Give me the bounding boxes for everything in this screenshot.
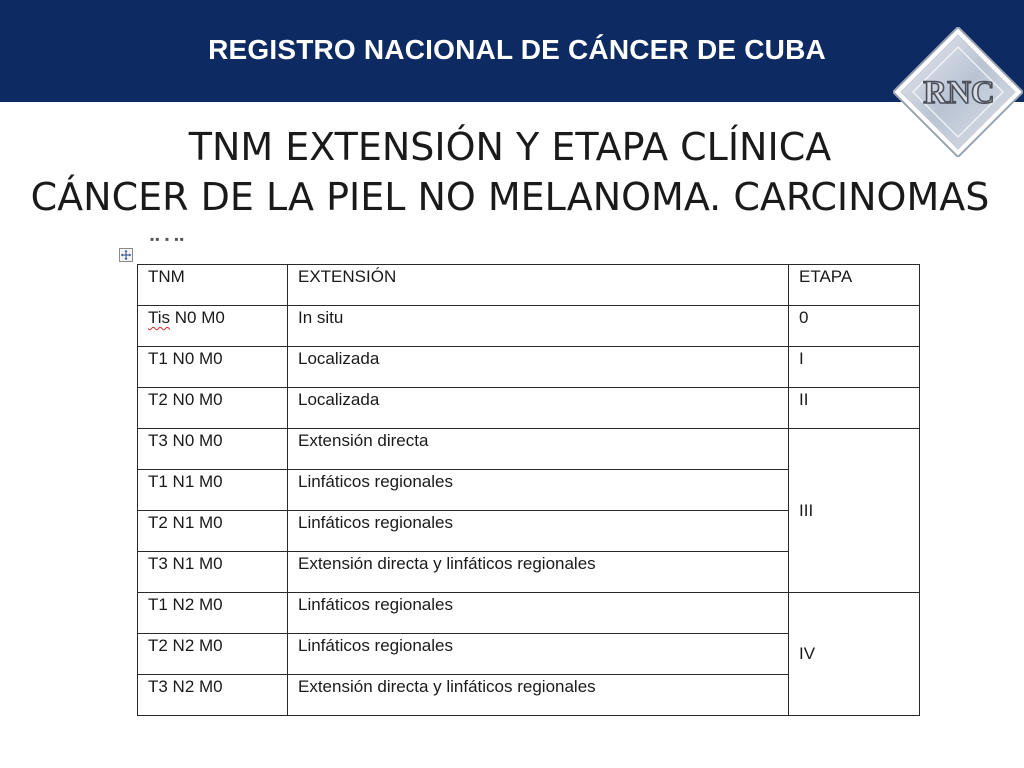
cell-extension: Localizada xyxy=(288,388,789,429)
cell-extension: Linfáticos regionales xyxy=(288,511,789,552)
spellcheck-word: Tis xyxy=(148,308,171,327)
cell-stage: 0 xyxy=(789,306,920,347)
cell-tnm: T3 N2 M0 xyxy=(138,675,288,716)
cell-tnm: T2 N2 M0 xyxy=(138,634,288,675)
cell-tnm: T1 N0 M0 xyxy=(138,347,288,388)
table-row xyxy=(138,347,920,388)
cell-extension: Linfáticos regionales xyxy=(288,470,789,511)
logo-text: RNC xyxy=(923,75,995,111)
cell-tnm: T2 N1 M0 xyxy=(138,511,288,552)
header-stage: ETAPA xyxy=(789,265,920,306)
table-row xyxy=(138,429,920,470)
cropped-caption-fragment: ▪▪ ▪ ▪▪ xyxy=(150,233,185,241)
cell-extension: Linfáticos regionales xyxy=(288,634,789,675)
table-header-row xyxy=(138,265,920,306)
cell-extension: Linfáticos regionales xyxy=(288,593,789,634)
cell-extension: Localizada xyxy=(288,347,789,388)
cell-extension: Extensión directa y linfáticos regionales xyxy=(288,675,789,716)
table-row xyxy=(138,306,920,347)
cell-stage-merged-iv: IV xyxy=(789,593,920,716)
cell-tnm: T3 N0 M0 xyxy=(138,429,288,470)
table-row xyxy=(138,388,920,429)
header-tnm: TNM xyxy=(138,265,288,306)
slide-title-line1: TNM EXTENSIÓN Y ETAPA CLÍNICA xyxy=(188,125,832,169)
cell-tnm: T1 N1 M0 xyxy=(138,470,288,511)
table-row xyxy=(138,593,920,634)
cell-extension: In situ xyxy=(288,306,789,347)
slide-title-line2: CÁNCER DE LA PIEL NO MELANOMA. CARCINOMAS xyxy=(30,175,990,219)
banner-title: REGISTRO NACIONAL DE CÁNCER DE CUBA xyxy=(208,34,826,65)
cell-stage: II xyxy=(789,388,920,429)
header-extension: EXTENSIÓN xyxy=(288,265,789,306)
move-arrows-icon xyxy=(120,249,132,261)
slide-title xyxy=(0,122,1020,222)
cell-tnm: T2 N0 M0 xyxy=(138,388,288,429)
cell-tnm: T1 N2 M0 xyxy=(138,593,288,634)
cell-tnm: T3 N1 M0 xyxy=(138,552,288,593)
tnm-stage-table xyxy=(137,264,920,716)
header-banner xyxy=(0,0,1024,102)
cell-extension: Extensión directa y linfáticos regionales xyxy=(288,552,789,593)
cell-stage: I xyxy=(789,347,920,388)
cell-stage-merged-iii: III xyxy=(789,429,920,593)
cell-tnm: Tis N0 M0 xyxy=(138,306,288,347)
table-move-handle[interactable] xyxy=(119,248,133,262)
cell-extension: Extensión directa xyxy=(288,429,789,470)
